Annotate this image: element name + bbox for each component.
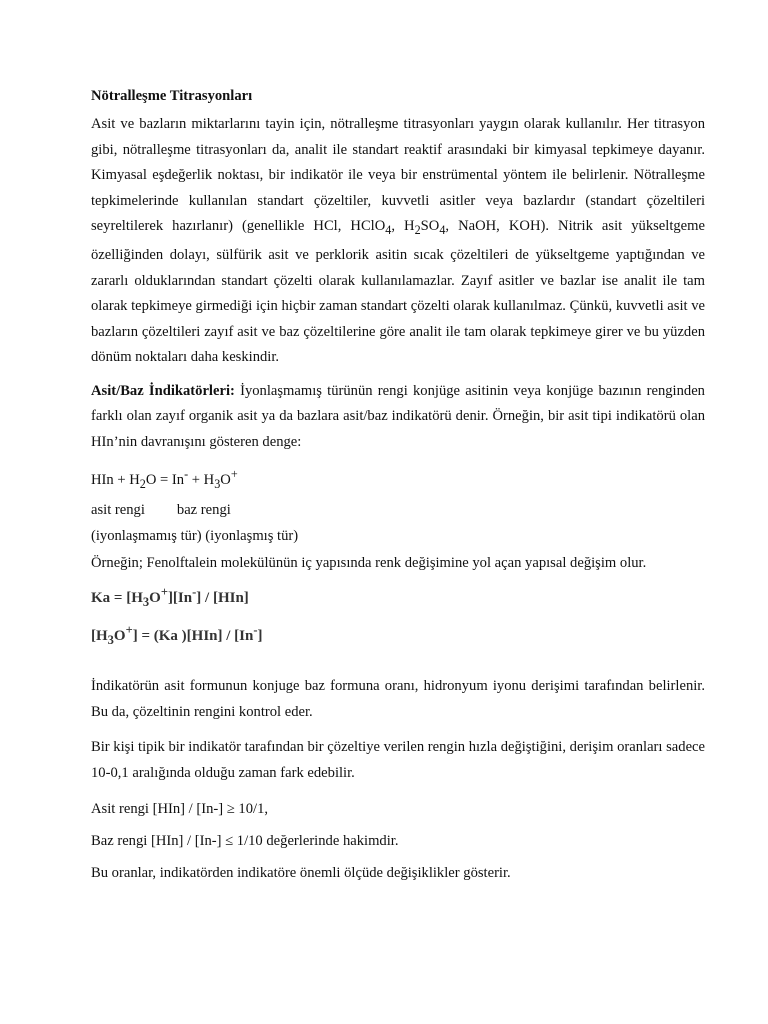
superscript: +: [160, 585, 168, 600]
superscript: +: [230, 467, 238, 482]
base-color-label: baz rengi: [176, 502, 231, 519]
subscript: 3: [214, 477, 221, 492]
subscript: 2: [139, 477, 146, 492]
acid-color-label: asit rengi: [91, 502, 145, 519]
text-run: ][In: [167, 590, 193, 607]
indicators-heading: Asit/Baz İndikatörleri:: [91, 382, 235, 399]
text-run: , NaOH, KOH). Nitrik asit yükseltgeme özelliğinden dolayı, sülfürik asit ve perklorik asitin sıcak çözeltileri de yükseltgeme yaptığından ve zararlı olduklarından standart çözelti olarak kullanılamazlar. Zayıf asitler ve bazlar ise analit ile tam olarak tepkimeye girmediği için hiçbir zaman standart çözelti olarak kullanılmaz. Çünkü, kuvvetli asit ve bazların çözeltileri zayıf asit ve baz çözeltilerine göre analit ile tam olarak tepkimeye girer ve bu yüzden dönüm noktaları daha keskindir.: [91, 218, 705, 366]
text-run: Ka = [H: [91, 590, 143, 607]
text-run: O: [149, 590, 161, 607]
color-labels: [91, 497, 705, 523]
formula-ka: [91, 578, 705, 616]
paragraph-phenolphthalein: Örneğin; Fenolftalein molekülünün iç yapısında renk değişimine yol açan yapısal değişim olur.: [91, 555, 647, 572]
text-run: ] = (Ka )[HIn] / [In: [132, 628, 254, 645]
text-run: [H: [91, 628, 108, 645]
text-run: , H: [391, 218, 415, 234]
subscript: 4: [385, 222, 392, 237]
subscript: 2: [414, 222, 421, 237]
subscript: 3: [107, 633, 114, 648]
text-run: O: [220, 472, 231, 489]
text-run: İyonlaşmamış türünün rengi konjüge asitinin veya konjüge bazının renginden farklı olan zayıf organik asit ya da bazlara asit/baz indikatörü denir. Örneğin, bir asit tipi indikatörü olan HIn’nin davranışını gösteren denge:: [91, 382, 705, 450]
superscript: -: [184, 467, 189, 482]
closing-sentence: Bu oranlar, indikatörden indikatöre önemli ölçüde değişiklikler gösterir.: [91, 865, 511, 882]
text-run: ] / [HIn]: [196, 590, 249, 607]
superscript: -: [253, 623, 258, 638]
text-run: ]: [257, 628, 263, 645]
text-run: Asit ve bazların miktarlarını tayin için, nötralleşme titrasyonları yaygın olarak kullanılır. Her titrasyon gibi, nötralleşme titrasyonları da, analit ile standart reaktif arasındaki bir kimyasal tepkimeye dayanır. Kimyasal eşdeğerlik noktası, bir indikatör ile veya bir enstrümental yöntem ile belirlenir. Nötralleşme tepkimelerinde kullanılan standart çözeltiler, kuvvetli asitler veya bazlardır (standart çözeltileri seyreltilerek hazırlanır) (genellikle HCl, HClO: [91, 116, 705, 234]
superscript: +: [125, 623, 133, 638]
formula-h3o: [91, 616, 705, 654]
text-run: O: [113, 628, 126, 645]
superscript: -: [192, 585, 197, 600]
acid-color-ratio: Asit rengi [HIn] / [In-] ≥ 10/1,: [91, 801, 269, 818]
document-body: [91, 86, 705, 886]
paragraph-ratio-control: İndikatörün asit formunun konjuge baz formuna oranı, hidronyum iyonu derişimi tarafından belirlenir. Bu da, çözeltinin rengini kontrol eder.: [91, 678, 705, 720]
subscript: 4: [439, 222, 446, 237]
paragraph-intro: [91, 112, 705, 371]
text-run: + H: [188, 472, 215, 489]
text-run: SO: [420, 218, 440, 234]
text-run: O = In: [145, 472, 185, 489]
species-labels: (iyonlaşmamış tür) (iyonlaşmış tür): [91, 528, 299, 545]
section-title: Nötralleşme Titrasyonları: [91, 88, 253, 104]
paragraph-indicators: [91, 379, 705, 456]
base-color-ratio: Baz rengi [HIn] / [In-] ≤ 1/10 değerlerinde hakimdir.: [91, 833, 399, 850]
paragraph-color-change: Bir kişi tipik bir indikatör tarafından bir çözeltiye verilen rengin hızla değiştiğini, derişim oranları sadece 10-0,1 aralığında olduğu zaman fark edebilir.: [91, 739, 705, 781]
text-run: HIn + H: [91, 472, 140, 489]
subscript: 3: [142, 595, 150, 610]
equilibrium-equation: [91, 461, 705, 497]
